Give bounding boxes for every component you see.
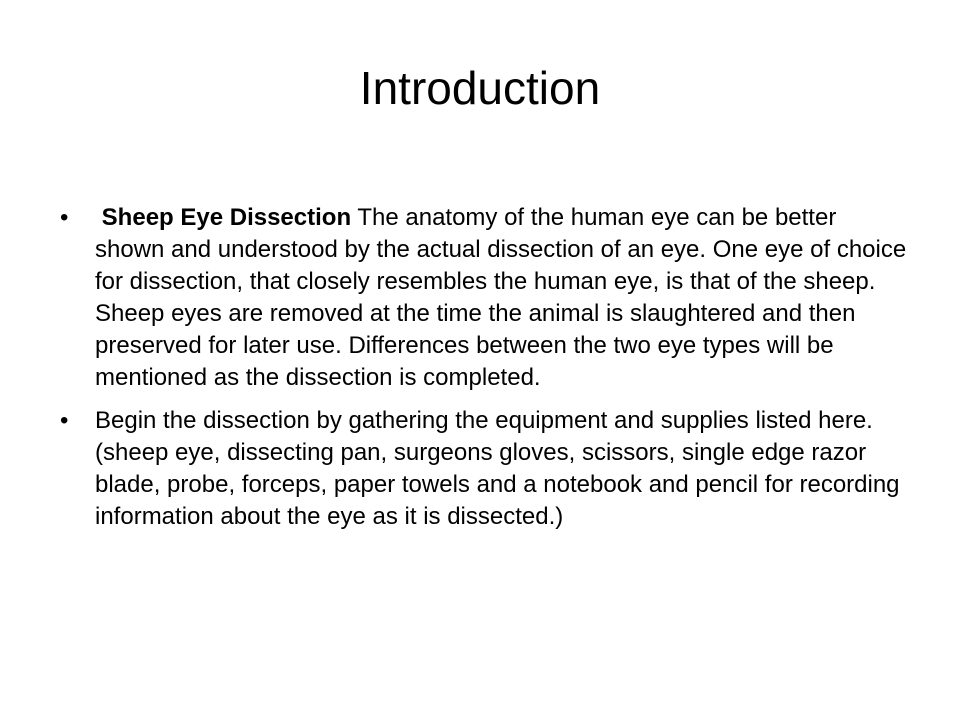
bullet-item-sheep-eye-dissection [60, 202, 910, 394]
bullet-heading: Sheep Eye Dissection [101, 204, 352, 231]
bullet-item-equipment [60, 405, 910, 533]
slide-title: Introduction [359, 62, 601, 114]
bullet-icon: • [60, 204, 69, 231]
bullet-icon: • [60, 407, 69, 434]
bullet-text: Begin the dissection by gathering the equipment and supplies listed here. (sheep eye, dissecting pan, surgeons gloves, scissors, single edge razor blade, probe, forceps, paper towels and a notebook and pencil for recording information about the eye as it is dissected.) [95, 407, 900, 530]
bullet-list [60, 202, 910, 544]
bullet-text: The anatomy of the human eye can be better shown and understood by the actual dissection of an eye. One eye of choice for dissection, that closely resembles the human eye, is that of the sheep. Sheep eyes are removed at the time the animal is slaughtered and then preserved for later use. Differences between the two eye types will be mentioned as the dissection is completed. [95, 204, 907, 391]
bullet-leading-space [95, 204, 102, 231]
